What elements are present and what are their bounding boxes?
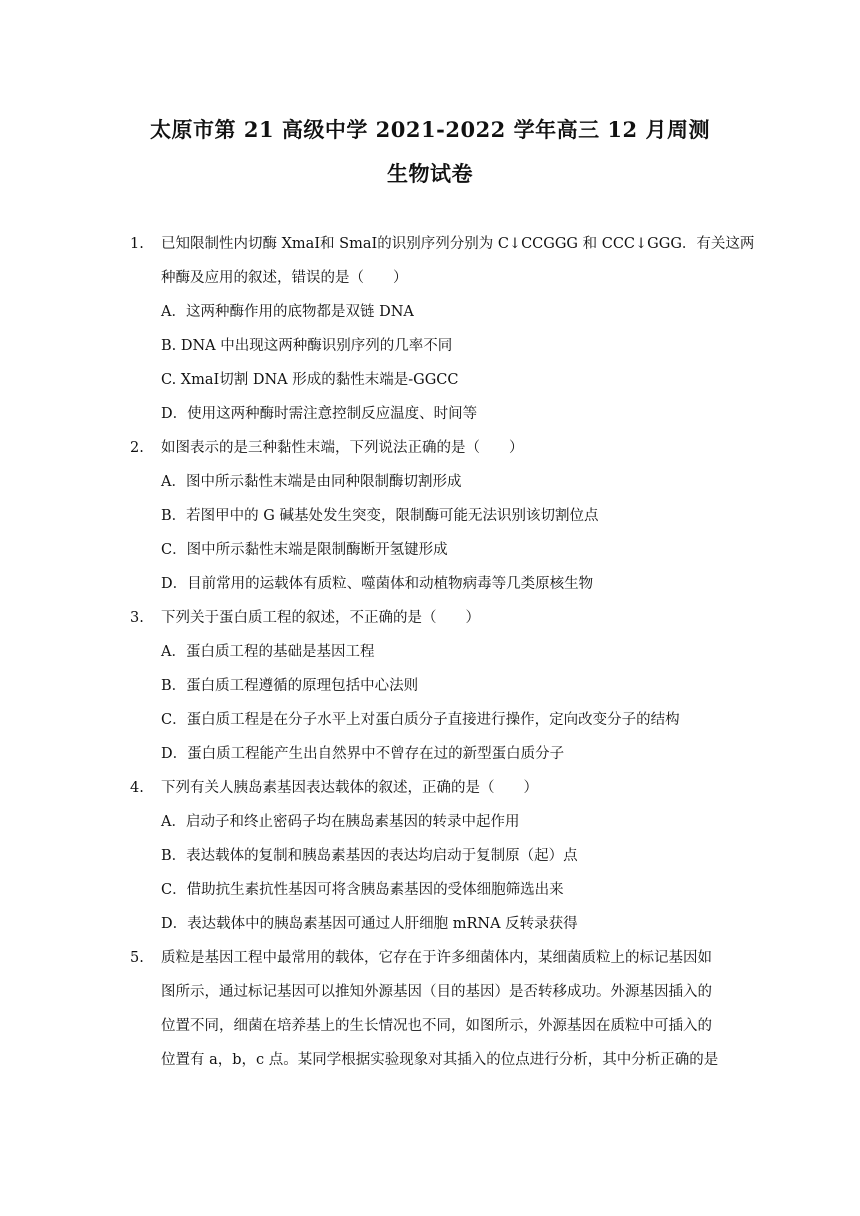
question-number: 2. [130,440,144,456]
answer-option-c: C. XmaI切割 DNA 形成的黏性末端是-GGCC [161,372,459,388]
answer-option-d: D．表达载体中的胰岛素基因可通过人肝细胞 mRNA 反转录获得 [161,916,578,932]
question-stem-line: 下列有关人胰岛素基因表达载体的叙述，正确的是（ ） [161,780,538,796]
question-stem-line: 位置不同，细菌在培养基上的生长情况也不同，如图所示，外源基因在质粒中可插入的 [161,1018,712,1034]
question-stem-line: 种酶及应用的叙述，错误的是（ ） [161,270,408,286]
answer-option-a: A．图中所示黏性末端是由同种限制酶切割形成 [161,474,462,490]
question-stem-line: 如图表示的是三种黏性末端，下列说法正确的是（ ） [161,440,524,456]
exam-title: 太原市第 21 高级中学 2021-2022 学年高三 12 月周测 [150,117,710,142]
question-stem-line: 质粒是基因工程中最常用的载体，它存在于许多细菌体内，某细菌质粒上的标记基因如 [161,950,712,966]
answer-option-c: C．图中所示黏性末端是限制酶断开氢键形成 [161,542,448,558]
answer-option-a: A．启动子和终止密码子均在胰岛素基因的转录中起作用 [161,814,520,830]
answer-option-b: B．表达载体的复制和胰岛素基因的表达均启动于复制原（起）点 [161,848,578,864]
question-stem-line: 位置有 a，b，c 点。某同学根据实验现象对其插入的位点进行分析，其中分析正确的是 [161,1052,719,1068]
question-number: 3. [130,610,144,626]
answer-option-a: A．蛋白质工程的基础是基因工程 [161,644,375,660]
answer-option-b: B．蛋白质工程遵循的原理包括中心法则 [161,678,419,694]
answer-option-c: C．借助抗生素抗性基因可将含胰岛素基因的受体细胞筛选出来 [161,882,564,898]
answer-option-b: B．若图甲中的 G 碱基处发生突变，限制酶可能无法识别该切割位点 [161,508,599,524]
answer-option-d: D．使用这两种酶时需注意控制反应温度、时间等 [161,406,478,422]
question-number: 4. [130,780,144,796]
answer-option-a: A．这两种酶作用的底物都是双链 DNA [161,304,414,320]
question-number: 5. [130,950,144,966]
answer-option-b: B. DNA 中出现这两种酶识别序列的几率不同 [161,338,453,354]
answer-option-d: D．目前常用的运载体有质粒、噬菌体和动植物病毒等几类原核生物 [161,576,594,592]
question-stem-line: 已知限制性内切酶 XmaI和 SmaI的识别序列分别为 C↓CCGGG 和 CCC↓GGG．有关这两 [161,236,755,252]
question-stem-line: 图所示，通过标记基因可以推知外源基因（目的基因）是否转移成功。外源基因插入的 [161,984,712,1000]
answer-option-d: D．蛋白质工程能产生出自然界中不曾存在过的新型蛋白质分子 [161,746,565,762]
answer-option-c: C．蛋白质工程是在分子水平上对蛋白质分子直接进行操作，定向改变分子的结构 [161,712,680,728]
exam-subject-title: 生物试卷 [387,161,473,186]
question-number: 1. [130,236,144,252]
question-stem-line: 下列关于蛋白质工程的叙述，不正确的是（ ） [161,610,480,626]
